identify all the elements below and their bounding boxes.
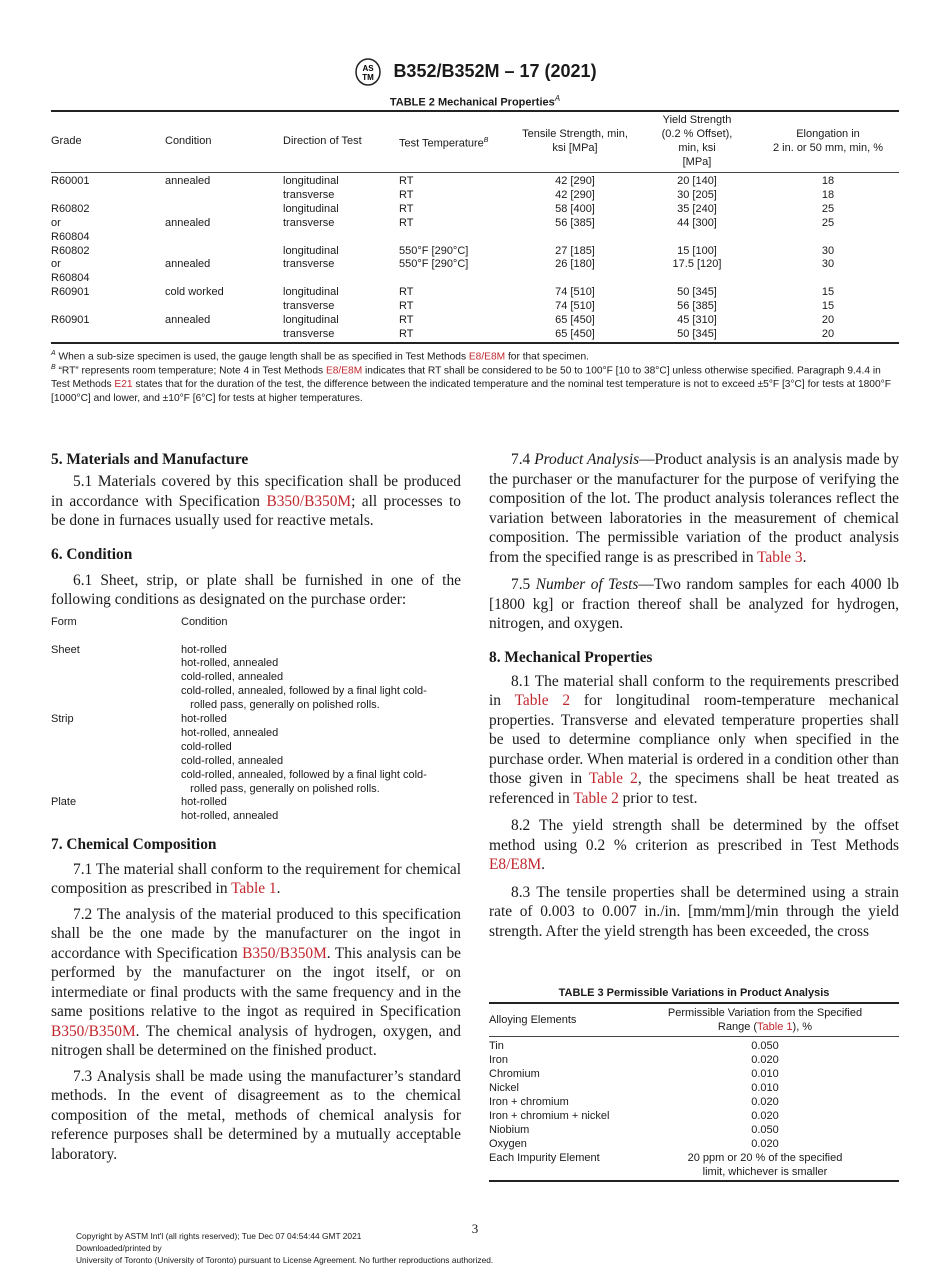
element-name: Iron + chromium + nickel <box>489 1110 610 1122</box>
variation-value: 0.010 <box>751 1082 779 1094</box>
header-text: Test Temperature <box>399 137 484 150</box>
element-name: Nickel <box>489 1082 519 1094</box>
table3-caption: TABLE 3 Permissible Variations in Product Analysis <box>558 987 830 999</box>
col-header-condition: Condition <box>165 135 212 147</box>
text-segment: 8.1 The material shall conform to the requirements prescribed in <box>489 672 899 709</box>
reference-link[interactable]: Table 2 <box>589 770 638 787</box>
text-segment: 7.4 <box>511 451 535 468</box>
table2-cell: 17.5 [120] <box>672 258 722 271</box>
variation-value: 0.050 <box>751 1124 779 1136</box>
svg-text:AS: AS <box>362 64 374 73</box>
reference-link[interactable]: E21 <box>114 379 133 391</box>
text-segment: 7.3 Analysis shall be made using the manufacturer’s standard methods. In the event of disagreement as to the chemical composition of the metal, methods of chemical analysis for reference purposes shall be determined by a mutually acceptable laboratory. <box>51 1067 461 1163</box>
table2-cell: 74 [510] <box>555 286 595 299</box>
header-line <box>620 1020 910 1034</box>
condition-value: hot-rolled <box>181 643 227 656</box>
table2-cell: 18 <box>821 175 835 187</box>
table2-cell: R60802 <box>51 244 90 257</box>
section-5-heading: 5. Materials and Manufacture <box>51 451 249 468</box>
table2-cell: RT <box>399 175 414 187</box>
table-rule <box>51 172 899 173</box>
para-7-5 <box>489 575 899 634</box>
table2-cell: transverse <box>283 327 335 340</box>
header-line: 2 in. or 50 mm, min, % <box>772 142 884 154</box>
table2-cell: 58 [400] <box>555 202 595 215</box>
text-segment: 5.1 Materials covered by this specification shall be produced in accordance with Specification <box>51 473 461 510</box>
table2-cell: RT <box>399 314 414 326</box>
text-segment: ; all processes to be done in furnaces usually used for reactive metals. <box>51 492 461 529</box>
variation-value: 20 ppm or 20 % of the specified <box>687 1152 843 1164</box>
col-header-tensile <box>505 127 645 155</box>
table2-cell: 26 [180] <box>555 258 595 271</box>
header-line: Tensile Strength, min, <box>522 128 628 140</box>
document-designation: B352/B352M – 17 (2021) <box>393 60 597 81</box>
col-header-yield <box>637 113 757 169</box>
footer-copyright <box>76 1230 493 1266</box>
para-text <box>51 1067 461 1165</box>
text-segment: “RT” represents room temperature; Note 4 in Test Methods <box>55 365 326 377</box>
para-text <box>489 672 899 809</box>
text-segment: . <box>276 880 281 897</box>
variation-value: 0.020 <box>751 1138 779 1150</box>
element-name: Chromium <box>489 1068 540 1080</box>
table2-cell: 550°F [290°C] <box>399 258 469 271</box>
condition-value: hot-rolled <box>181 713 227 725</box>
table2-cell: 50 [345] <box>677 327 717 340</box>
left-column <box>51 450 461 1164</box>
col-header-alloying: Alloying Elements <box>489 1014 577 1026</box>
para-8-2 <box>489 816 899 875</box>
reference-link[interactable]: B350/B350M <box>51 1022 136 1040</box>
reference-link[interactable]: Table 2 <box>514 692 571 709</box>
condition-value: rolled pass, generally on polished rolls. <box>181 782 380 795</box>
col-header-elongation <box>758 127 898 155</box>
para-7-3 <box>51 1067 461 1165</box>
table2-cell: 42 [290] <box>555 188 595 201</box>
table2-cell: R60901 <box>51 286 90 299</box>
table1-link[interactable]: Table 1 <box>757 1021 793 1033</box>
text-segment: —Two random samples for each 4000 lb [1800 kg] or fraction thereof shall be analyzed for hydrogen, nitrogen, and oxygen. <box>489 576 899 632</box>
text-segment: indicates that RT shall be considered to be 50 to 100°F [10 to 38°C] unless otherwise specified. Paragraph 9.4.4 in Test Methods <box>51 365 881 391</box>
table-rule <box>489 1002 899 1004</box>
table2-cell: RT <box>399 202 414 215</box>
table2-cell: 42 [290] <box>555 175 595 187</box>
table2-cell: transverse <box>283 216 335 229</box>
table2-cell: R60901 <box>51 314 90 326</box>
text-segment: 7.1 The material shall conform to the requirement for chemical composition as prescribed in <box>51 860 461 897</box>
para-text <box>489 816 899 875</box>
table2-cell: 30 <box>821 244 835 257</box>
col-header-direction: Direction of Test <box>283 135 362 147</box>
condition-value: hot-rolled, annealed <box>181 726 279 739</box>
table2-cell: RT <box>399 300 414 313</box>
reference-link[interactable]: Table 3 <box>757 548 803 566</box>
variation-value: 0.010 <box>751 1068 779 1080</box>
table-rule <box>489 1036 899 1037</box>
reference-link[interactable]: Table 1 <box>231 880 277 897</box>
table2-cell: transverse <box>283 300 335 313</box>
header-line: Yield Strength <box>662 114 732 126</box>
table2-cell: 25 <box>821 202 835 215</box>
header-sup: B <box>483 137 489 144</box>
text-segment: 7.2 The analysis of the material produced to this specification shall be the one made by the manufacturer on the ingot in accordance with Specification <box>51 905 461 962</box>
para-text <box>489 883 899 942</box>
para-6-1 <box>51 571 461 610</box>
table2-cell: 18 <box>821 188 835 201</box>
section-8-heading: 8. Mechanical Properties <box>489 648 653 666</box>
table2-cell: 20 <box>821 314 835 326</box>
variation-value: 0.020 <box>751 1110 779 1122</box>
table2-cell: 35 [240] <box>677 202 717 215</box>
variation-value: limit, whichever is smaller <box>702 1166 828 1178</box>
condition-value: rolled pass, generally on polished rolls. <box>181 699 380 712</box>
condition-value: hot-rolled <box>181 796 227 809</box>
table2-cell: RT <box>399 188 414 201</box>
table2-cell: transverse <box>283 258 335 271</box>
cond-header-condition: Condition <box>181 615 228 628</box>
para-text <box>489 575 899 634</box>
section-6-heading: 6. Condition <box>51 545 133 563</box>
header-line: [MPa] <box>682 156 712 168</box>
condition-table <box>51 615 461 827</box>
right-column <box>489 450 899 941</box>
condition-value: cold-rolled <box>181 740 232 753</box>
table2-cell: 50 [345] <box>677 286 717 299</box>
table2-cell: longitudinal <box>283 175 339 187</box>
text-segment: —Product analysis is an analysis made by the purchaser or the manufacturer for the purpose of verifying the composition of the lot. The product analysis tolerances reflect the variation between laboratories in the measurement of chemical composition. The permissible variation of the product analysis from the specified range is as prescribed in <box>489 451 899 566</box>
table2-cell: 15 <box>821 300 835 313</box>
header-line: Permissible Variation from the Specified <box>667 1007 863 1019</box>
text-segment: . <box>802 548 807 566</box>
table2-cell: longitudinal <box>283 314 339 326</box>
table2-cell: longitudinal <box>283 202 339 215</box>
text-segment: 6.1 Sheet, strip, or plate shall be furnished in one of the following conditions as designated on the purchase order: <box>51 571 461 608</box>
table2-cell: longitudinal <box>283 286 339 299</box>
footnote-marker: A <box>51 350 56 357</box>
table2-cell: transverse <box>283 188 335 201</box>
element-name: Niobium <box>489 1124 530 1136</box>
variation-value: 0.020 <box>751 1054 779 1066</box>
condition-value: cold-rolled, annealed, followed by a final light cold- <box>181 685 427 698</box>
table-rule <box>51 342 899 344</box>
table2-cell: 56 [385] <box>677 300 717 313</box>
table2-cell: 30 <box>821 258 835 271</box>
para-7-2 <box>51 905 461 1061</box>
reference-link[interactable]: B350/B350M <box>242 944 327 962</box>
para-7-4 <box>489 450 899 567</box>
table2-cell: 550°F [290°C] <box>399 244 469 257</box>
svg-text:TM: TM <box>362 73 375 82</box>
footer-line: Downloaded/printed by <box>76 1243 162 1253</box>
header-line: ksi [MPa] <box>552 142 598 154</box>
para-text <box>489 450 899 567</box>
reference-link[interactable]: Table 2 <box>573 789 619 807</box>
element-name: Each Impurity Element <box>489 1152 600 1164</box>
table2-cell: 30 [205] <box>677 188 717 201</box>
col-header-variation <box>620 1006 910 1034</box>
reference-link[interactable]: B350/B350M <box>266 492 352 510</box>
table2-cell: cold worked <box>165 286 224 299</box>
table2-cell: 44 [300] <box>677 216 717 229</box>
table2-cell: RT <box>399 286 414 299</box>
caption-text: TABLE 2 Mechanical Properties <box>389 96 555 109</box>
condition-value: cold-rolled, annealed <box>181 754 284 767</box>
table2-cell: longitudinal <box>283 244 339 257</box>
text-segment: 8.2 The yield strength shall be determined by the offset method using 0.2 % criterion as prescribed in Test Methods <box>489 817 899 854</box>
section-7-heading: 7. Chemical Composition <box>51 835 217 853</box>
table2-cell: 20 <box>821 327 835 340</box>
text-segment: , the specimens shall be heat treated as referenced in <box>489 770 899 807</box>
table2-cell: 65 [450] <box>555 314 595 326</box>
table2-cell: annealed <box>165 216 211 229</box>
reference-link[interactable]: E8/E8M <box>489 856 542 873</box>
para-text <box>51 472 461 531</box>
footer-line: University of Toronto (University of Toronto) pursuant to License Agreement. No further reproductions authorized. <box>76 1255 494 1265</box>
table2 <box>0 0 950 345</box>
form-value: Sheet <box>51 643 80 656</box>
text-segment: for that specimen. <box>505 351 589 363</box>
table2-cell: 25 <box>821 216 835 229</box>
header-line: min, ksi <box>678 142 716 154</box>
element-name: Tin <box>489 1040 504 1052</box>
element-name: Oxygen <box>489 1138 527 1150</box>
para-7-1 <box>51 860 461 899</box>
header-text: Range ( <box>717 1021 758 1033</box>
footnote-marker: B <box>51 364 56 371</box>
text-segment: . The chemical analysis of hydrogen, oxygen, and nitrogen shall be determined on the finished product. <box>51 1022 461 1059</box>
table2-cell: 56 [385] <box>555 216 595 229</box>
reference-link[interactable]: E8/E8M <box>468 351 506 363</box>
text-segment: Number of Tests <box>535 576 639 593</box>
col-header-temperature <box>399 134 488 151</box>
element-name: Iron <box>489 1054 508 1066</box>
element-name: Iron + chromium <box>489 1096 569 1108</box>
header-text: ), % <box>792 1021 813 1033</box>
table2-cell: 65 [450] <box>555 327 595 340</box>
table2-cell: 74 [510] <box>555 300 595 313</box>
table2-cell: or <box>51 258 61 271</box>
reference-link[interactable]: E8/E8M <box>325 365 363 377</box>
form-value: Plate <box>51 796 77 809</box>
text-segment: prior to test. <box>618 789 698 807</box>
text-segment: . <box>541 856 546 873</box>
para-5-1 <box>51 472 461 531</box>
cond-header-form: Form <box>51 615 77 628</box>
table2-cell: annealed <box>165 258 211 271</box>
table2-cell: 27 [185] <box>555 244 595 257</box>
condition-value: hot-rolled, annealed <box>181 810 279 823</box>
table2-cell: 15 <box>821 286 835 299</box>
table2-cell: annealed <box>165 314 211 326</box>
para-text <box>51 571 461 610</box>
table2-cell: 20 [140] <box>677 175 717 187</box>
table2-cell: R60802 <box>51 202 90 215</box>
para-text <box>51 860 461 899</box>
table2-cell: R60001 <box>51 175 90 187</box>
para-text <box>51 905 461 1061</box>
text-segment: for longitudinal room-temperature mechanical properties. Transverse and elevated temperature properties shall be used to determine compliance only when specified in the purchase order. When material is ordered in a condition other than those given in <box>489 692 899 787</box>
variation-value: 0.020 <box>751 1096 779 1108</box>
table-rule <box>489 1180 899 1182</box>
footnote-b <box>51 361 901 406</box>
table2-cell: RT <box>399 216 414 229</box>
table2-cell: R60804 <box>51 272 90 285</box>
para-8-3 <box>489 883 899 942</box>
table2-cell: or <box>51 216 61 229</box>
table2-cell: R60804 <box>51 230 90 243</box>
variation-value: 0.050 <box>751 1040 779 1052</box>
form-value: Strip <box>51 713 74 725</box>
condition-value: hot-rolled, annealed <box>181 657 279 670</box>
page-number: 3 <box>471 1221 479 1236</box>
header-line: Elongation in <box>796 128 860 140</box>
condition-value: cold-rolled, annealed, followed by a final light cold- <box>181 768 427 781</box>
header-line: (0.2 % Offset), <box>661 128 733 140</box>
text-segment: states that for the duration of the test, the difference between the indicated temperature and the nominal test temperature is not to exceed ±5°F [3°C] for tests at 1800°F [1000°C] and lower, and ±10°F [6°C] for tests at higher temperatures. <box>51 379 891 405</box>
text-segment: 7.5 <box>511 576 536 593</box>
para-8-1 <box>489 672 899 809</box>
table2-cell: 45 [310] <box>677 314 717 326</box>
text-segment: . This analysis can be performed by the manufacturer on the ingot itself, or on intermediate or final products with the same frequency and in the same positions relative to the ingot as required in Specification <box>51 944 461 1020</box>
col-header-grade: Grade <box>51 135 82 147</box>
table2-cell: 15 [100] <box>677 244 717 257</box>
text-segment: 8.3 The tensile properties shall be determined using a strain rate of 0.003 to 0.007 in./in. [mm/mm]/min through the yield strength. After the yield strength has been exceeded, the cross <box>489 883 899 940</box>
footer-line: Copyright by ASTM Int'l (all rights reserved); Tue Dec 07 04:54:44 GMT 2021 <box>76 1231 362 1241</box>
condition-value: cold-rolled, annealed <box>181 671 284 684</box>
text-segment: Product Analysis <box>534 451 640 468</box>
table2-cell: annealed <box>165 175 211 187</box>
table2-cell: RT <box>399 327 414 340</box>
text-segment: When a sub-size specimen is used, the gauge length shall be as specified in Test Methods <box>55 351 469 363</box>
caption-sup: A <box>554 94 561 103</box>
